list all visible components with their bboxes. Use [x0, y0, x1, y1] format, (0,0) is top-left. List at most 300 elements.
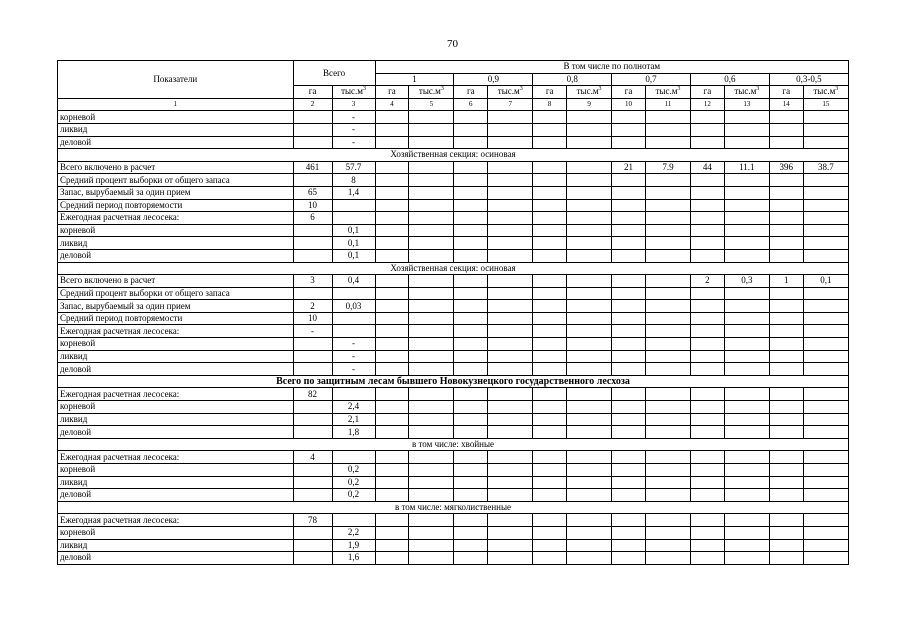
column-number: 6 — [454, 98, 488, 111]
table-cell — [454, 212, 488, 225]
table-cell — [769, 539, 803, 552]
table-cell — [612, 237, 646, 250]
table-cell — [293, 174, 332, 187]
table-cell — [533, 489, 567, 502]
table-cell — [409, 489, 454, 502]
table-cell — [332, 388, 375, 401]
table-cell — [803, 249, 848, 262]
table-cell — [803, 136, 848, 149]
unit-volume-header — [803, 86, 848, 99]
table-cell: 1,8 — [332, 426, 375, 439]
table-cell — [409, 350, 454, 363]
table-cell — [769, 350, 803, 363]
table-row — [58, 526, 849, 539]
table-cell — [645, 338, 690, 351]
table-cell — [533, 401, 567, 414]
table-cell — [803, 489, 848, 502]
table-cell — [769, 136, 803, 149]
table-cell — [803, 388, 848, 401]
table-cell — [645, 401, 690, 414]
table-cell — [612, 476, 646, 489]
table-cell — [612, 123, 646, 136]
table-cell — [803, 526, 848, 539]
table-cell — [567, 199, 612, 212]
table-cell — [803, 401, 848, 414]
row-label: деловой — [58, 136, 294, 149]
density-group-header: 1 — [375, 73, 454, 86]
table-cell — [690, 199, 724, 212]
table-cell — [724, 325, 769, 338]
table-cell — [409, 426, 454, 439]
column-number: 2 — [293, 98, 332, 111]
table-cell — [645, 199, 690, 212]
table-cell — [533, 312, 567, 325]
table-cell — [645, 186, 690, 199]
table-cell — [690, 111, 724, 124]
table-cell — [690, 123, 724, 136]
table-cell — [803, 123, 848, 136]
table-cell — [567, 464, 612, 477]
table-cell — [567, 526, 612, 539]
table-cell — [488, 539, 533, 552]
density-header: В том числе по полнотам — [375, 61, 848, 74]
unit-volume-header — [567, 86, 612, 99]
table-cell: 461 — [293, 161, 332, 174]
table-cell — [488, 514, 533, 527]
table-cell — [612, 338, 646, 351]
table-cell — [567, 249, 612, 262]
table-cell — [769, 388, 803, 401]
density-group-header: 0,6 — [690, 73, 769, 86]
table-cell — [488, 275, 533, 288]
table-cell — [690, 464, 724, 477]
table-row — [58, 552, 849, 565]
table-cell — [409, 338, 454, 351]
density-group-header: 0,3-0,5 — [769, 73, 848, 86]
table-cell — [488, 161, 533, 174]
table-cell — [332, 451, 375, 464]
table-cell — [803, 174, 848, 187]
table-cell — [645, 552, 690, 565]
table-row — [58, 363, 849, 376]
header-row-1 — [58, 61, 849, 74]
table-cell — [690, 338, 724, 351]
unit-ha-header: га — [293, 86, 332, 99]
table-cell — [409, 300, 454, 313]
row-label: Запас, вырубаемый за один прием — [58, 300, 294, 313]
table-cell: 2,4 — [332, 401, 375, 414]
column-number: 3 — [332, 98, 375, 111]
table-cell — [612, 363, 646, 376]
table-cell — [375, 123, 409, 136]
table-cell: 0,1 — [332, 224, 375, 237]
table-row — [58, 539, 849, 552]
row-label: Всего включено в расчет — [58, 161, 294, 174]
table-row — [58, 413, 849, 426]
table-cell: - — [332, 350, 375, 363]
table-cell — [724, 350, 769, 363]
table-cell — [409, 287, 454, 300]
table-cell — [454, 275, 488, 288]
column-number: 13 — [724, 98, 769, 111]
row-label: ликвид — [58, 476, 294, 489]
table-cell — [803, 300, 848, 313]
unit-volume-sup: 3 — [756, 86, 760, 93]
table-cell — [690, 212, 724, 225]
row-label: Ежегодная расчетная лесосека: — [58, 325, 294, 338]
table-cell — [612, 186, 646, 199]
table-cell — [409, 539, 454, 552]
table-cell — [488, 237, 533, 250]
row-label: Ежегодная расчетная лесосека: — [58, 388, 294, 401]
table-cell — [375, 287, 409, 300]
table-cell — [567, 212, 612, 225]
table-cell — [533, 186, 567, 199]
table-cell — [533, 123, 567, 136]
table-cell — [612, 312, 646, 325]
row-label: корневой — [58, 224, 294, 237]
table-cell — [769, 111, 803, 124]
table-cell — [612, 388, 646, 401]
table-cell — [690, 489, 724, 502]
table-cell — [567, 388, 612, 401]
table-cell — [724, 489, 769, 502]
table-cell — [612, 539, 646, 552]
table-cell — [769, 199, 803, 212]
table-cell — [454, 287, 488, 300]
table-cell — [645, 325, 690, 338]
table-cell — [803, 426, 848, 439]
table-cell — [375, 275, 409, 288]
row-label: корневой — [58, 464, 294, 477]
table-cell — [293, 123, 332, 136]
table-cell: - — [293, 325, 332, 338]
table-cell — [454, 401, 488, 414]
table-cell — [645, 237, 690, 250]
table-cell: 21 — [612, 161, 646, 174]
table-cell — [724, 426, 769, 439]
table-cell — [293, 489, 332, 502]
table-cell — [375, 476, 409, 489]
table-cell: 0,03 — [332, 300, 375, 313]
table-cell — [332, 514, 375, 527]
table-cell — [612, 224, 646, 237]
row-label: деловой — [58, 249, 294, 262]
table-row — [58, 111, 849, 124]
table-cell — [645, 312, 690, 325]
table-cell — [690, 451, 724, 464]
table-cell — [454, 451, 488, 464]
table-cell — [645, 249, 690, 262]
column-number: 15 — [803, 98, 848, 111]
table-cell — [769, 451, 803, 464]
table-cell — [612, 275, 646, 288]
table-cell: 57.7 — [332, 161, 375, 174]
table-cell — [690, 249, 724, 262]
table-cell — [724, 249, 769, 262]
table-cell: 1 — [769, 275, 803, 288]
row-label: Средний период повторяемости — [58, 312, 294, 325]
table-cell: 78 — [293, 514, 332, 527]
table-row — [58, 514, 849, 527]
table-cell — [769, 212, 803, 225]
table-cell — [803, 312, 848, 325]
table-cell — [769, 363, 803, 376]
table-cell — [409, 514, 454, 527]
table-cell — [690, 136, 724, 149]
total-header: Всего — [293, 61, 375, 86]
table-cell — [375, 413, 409, 426]
table-row — [58, 476, 849, 489]
table-cell — [533, 212, 567, 225]
table-cell — [454, 476, 488, 489]
row-label: Ежегодная расчетная лесосека: — [58, 451, 294, 464]
table-cell — [533, 476, 567, 489]
table-cell — [567, 174, 612, 187]
column-number: 1 — [58, 98, 294, 111]
column-number: 14 — [769, 98, 803, 111]
table-cell: 82 — [293, 388, 332, 401]
unit-volume-header — [645, 86, 690, 99]
table-cell: 44 — [690, 161, 724, 174]
table-cell — [645, 123, 690, 136]
density-group-header: 0,9 — [454, 73, 533, 86]
table-cell — [533, 526, 567, 539]
table-cell — [612, 350, 646, 363]
table-cell — [454, 489, 488, 502]
table-cell — [645, 174, 690, 187]
table-cell — [690, 476, 724, 489]
table-cell — [293, 237, 332, 250]
row-label: ликвид — [58, 413, 294, 426]
table-cell — [724, 237, 769, 250]
table-cell — [690, 287, 724, 300]
table-cell — [454, 174, 488, 187]
row-label: ликвид — [58, 237, 294, 250]
table-cell — [645, 275, 690, 288]
table-cell — [375, 312, 409, 325]
table-row — [58, 212, 849, 225]
table-cell — [293, 350, 332, 363]
table-cell — [803, 552, 848, 565]
table-cell — [293, 338, 332, 351]
table-cell: 10 — [293, 312, 332, 325]
table-cell — [724, 451, 769, 464]
table-cell — [375, 237, 409, 250]
table-cell: 0,4 — [332, 275, 375, 288]
table-cell — [612, 514, 646, 527]
table-cell — [375, 300, 409, 313]
table-cell — [612, 249, 646, 262]
table-cell — [803, 224, 848, 237]
unit-ha-header: га — [375, 86, 409, 99]
table-cell — [769, 552, 803, 565]
table-cell — [645, 212, 690, 225]
table-cell — [409, 312, 454, 325]
table-row — [58, 388, 849, 401]
section-heading-row — [58, 501, 849, 514]
table-cell — [769, 186, 803, 199]
unit-volume-text: тыс.м — [576, 86, 599, 97]
table-cell: 396 — [769, 161, 803, 174]
unit-volume-text: тыс.м — [813, 86, 836, 97]
row-label: Ежегодная расчетная лесосека: — [58, 212, 294, 225]
table-cell — [409, 325, 454, 338]
table-cell — [454, 224, 488, 237]
table-cell — [567, 426, 612, 439]
section-title: Хозяйственная секция: осиновая — [58, 262, 849, 275]
table-cell — [409, 552, 454, 565]
table-cell — [769, 249, 803, 262]
table-row — [58, 161, 849, 174]
row-label: Средний процент выборки от общего запаса — [58, 174, 294, 187]
table-cell — [409, 363, 454, 376]
density-group-header: 0,7 — [612, 73, 691, 86]
column-number: 10 — [612, 98, 646, 111]
table-cell — [803, 363, 848, 376]
table-cell — [645, 350, 690, 363]
table-cell — [488, 287, 533, 300]
table-cell — [567, 136, 612, 149]
table-cell — [690, 401, 724, 414]
table-cell — [488, 111, 533, 124]
unit-volume-header — [724, 86, 769, 99]
table-cell — [533, 338, 567, 351]
table-cell — [567, 237, 612, 250]
table-cell — [454, 237, 488, 250]
table-cell — [612, 212, 646, 225]
table-cell — [293, 426, 332, 439]
table-cell — [488, 552, 533, 565]
table-cell — [567, 312, 612, 325]
table-cell — [375, 526, 409, 539]
table-cell: - — [332, 123, 375, 136]
table-row — [58, 338, 849, 351]
table-cell — [769, 476, 803, 489]
unit-volume-header — [332, 86, 375, 99]
table-cell — [724, 338, 769, 351]
table-cell — [488, 426, 533, 439]
table-row — [58, 350, 849, 363]
table-cell — [293, 526, 332, 539]
table-cell: 7.9 — [645, 161, 690, 174]
table-row — [58, 401, 849, 414]
table-cell — [567, 186, 612, 199]
table-cell — [533, 552, 567, 565]
table-cell — [803, 464, 848, 477]
table-cell — [645, 388, 690, 401]
section-title: в том числе: хвойные — [58, 438, 849, 451]
table-cell — [803, 514, 848, 527]
table-cell — [375, 212, 409, 225]
table-cell: 2,2 — [332, 526, 375, 539]
row-label: ликвид — [58, 350, 294, 363]
table-cell — [488, 300, 533, 313]
table-cell — [533, 388, 567, 401]
table-cell — [488, 489, 533, 502]
table-cell — [375, 539, 409, 552]
table-cell — [803, 287, 848, 300]
table-cell — [375, 489, 409, 502]
table-cell — [488, 199, 533, 212]
table-cell — [293, 136, 332, 149]
table-cell — [293, 401, 332, 414]
table-cell — [409, 413, 454, 426]
row-label: Средний процент выборки от общего запаса — [58, 287, 294, 300]
table-cell — [769, 426, 803, 439]
table-cell — [375, 388, 409, 401]
row-label: Запас, вырубаемый за один прием — [58, 186, 294, 199]
table-cell — [724, 388, 769, 401]
table-cell — [375, 552, 409, 565]
table-cell — [488, 476, 533, 489]
table-row — [58, 287, 849, 300]
table-cell — [567, 413, 612, 426]
table-cell — [769, 312, 803, 325]
unit-volume-text: тыс.м — [341, 86, 363, 97]
table-cell — [488, 350, 533, 363]
table-cell — [488, 526, 533, 539]
table-row — [58, 199, 849, 212]
table-cell — [533, 275, 567, 288]
table-cell: 1,6 — [332, 552, 375, 565]
table-cell — [409, 249, 454, 262]
table-cell — [612, 111, 646, 124]
table-cell — [488, 464, 533, 477]
table-cell: - — [332, 338, 375, 351]
table-cell — [454, 111, 488, 124]
unit-volume-sup: 3 — [598, 86, 602, 93]
table-cell — [332, 287, 375, 300]
table-cell — [533, 464, 567, 477]
table-cell — [375, 174, 409, 187]
table-cell — [533, 237, 567, 250]
column-number: 12 — [690, 98, 724, 111]
table-cell — [612, 552, 646, 565]
table-cell — [724, 136, 769, 149]
table-cell — [769, 300, 803, 313]
table-cell — [803, 199, 848, 212]
table-cell — [488, 388, 533, 401]
unit-ha-header: га — [690, 86, 724, 99]
row-label: корневой — [58, 111, 294, 124]
row-label: Всего включено в расчет — [58, 275, 294, 288]
row-label: ликвид — [58, 539, 294, 552]
table-cell — [488, 249, 533, 262]
table-cell — [488, 338, 533, 351]
table-cell — [645, 526, 690, 539]
table-cell — [375, 451, 409, 464]
table-cell — [488, 401, 533, 414]
table-cell — [533, 199, 567, 212]
table-cell — [690, 526, 724, 539]
table-cell — [454, 413, 488, 426]
table-cell — [567, 476, 612, 489]
table-cell — [803, 186, 848, 199]
table-cell — [409, 237, 454, 250]
table-cell — [293, 476, 332, 489]
table-cell — [803, 338, 848, 351]
table-cell — [409, 111, 454, 124]
table-cell — [567, 539, 612, 552]
column-number: 9 — [567, 98, 612, 111]
table-cell: 0,2 — [332, 489, 375, 502]
table-row — [58, 174, 849, 187]
table-cell — [645, 476, 690, 489]
table-cell — [645, 514, 690, 527]
table-row — [58, 489, 849, 502]
table-cell: - — [332, 111, 375, 124]
